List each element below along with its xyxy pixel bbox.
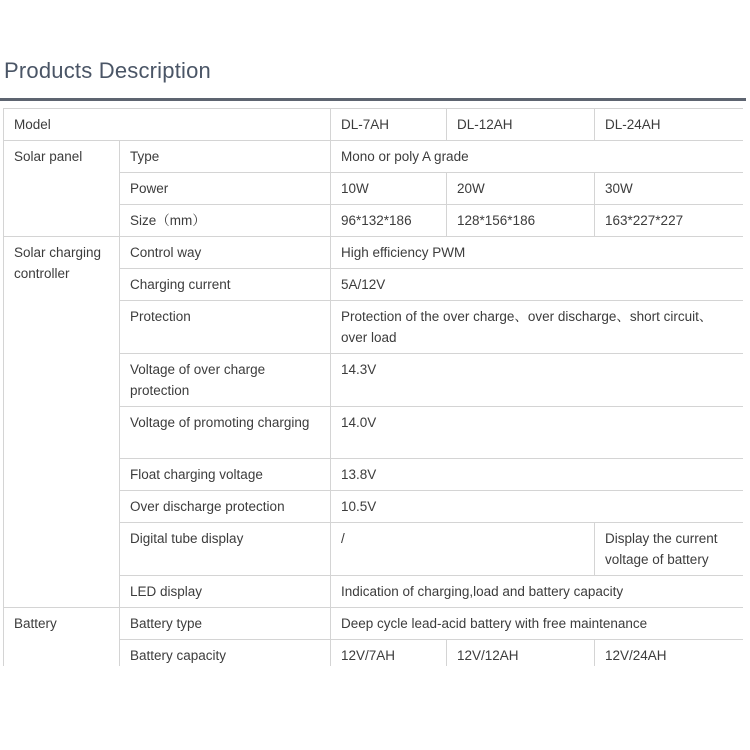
model-name-cell: DL-7AH xyxy=(331,109,447,141)
table-row-panel-type xyxy=(4,141,744,173)
row-value: 20W xyxy=(447,173,595,205)
row-value: High efficiency PWM xyxy=(331,237,744,269)
spec-table-container xyxy=(3,108,743,666)
page-title: Products Description xyxy=(4,58,211,83)
row-value: 163*227*227 xyxy=(595,205,744,237)
row-value: / xyxy=(331,523,595,576)
model-name-cell: DL-24AH xyxy=(595,109,744,141)
row-value: 10.5V xyxy=(331,491,744,523)
row-value: Deep cycle lead-acid battery with free maintenance xyxy=(331,608,744,640)
row-label: Type xyxy=(120,141,331,173)
row-value: Mono or poly A grade xyxy=(331,141,744,173)
row-value: 14.3V xyxy=(331,354,744,407)
table-row-model xyxy=(4,109,744,141)
row-value: 12V/7AH xyxy=(331,640,447,667)
row-label: Size（mm） xyxy=(120,205,331,237)
row-label: LED display xyxy=(120,576,331,608)
model-name-cell: DL-12AH xyxy=(447,109,595,141)
row-value: 12V/12AH xyxy=(447,640,595,667)
row-value: 12V/24AH xyxy=(595,640,744,667)
row-label: Over discharge protection xyxy=(120,491,331,523)
row-value: 30W xyxy=(595,173,744,205)
row-value: 128*156*186 xyxy=(447,205,595,237)
row-label: Voltage of promoting charging xyxy=(120,407,331,459)
row-label: Digital tube display xyxy=(120,523,331,576)
row-value: Indication of charging,load and battery capacity xyxy=(331,576,744,608)
row-value: Display the current voltage of battery xyxy=(595,523,744,576)
row-label: Control way xyxy=(120,237,331,269)
row-label: Protection xyxy=(120,301,331,354)
group-label-battery: Battery xyxy=(4,608,120,667)
row-value: 14.0V xyxy=(331,407,744,459)
row-value: 10W xyxy=(331,173,447,205)
table-row-control-way xyxy=(4,237,744,269)
row-label: Power xyxy=(120,173,331,205)
row-value: 5A/12V xyxy=(331,269,744,301)
row-value: 96*132*186 xyxy=(331,205,447,237)
row-value: 13.8V xyxy=(331,459,744,491)
row-label: Charging current xyxy=(120,269,331,301)
row-label: Voltage of over charge protection xyxy=(120,354,331,407)
spec-table xyxy=(3,108,743,666)
table-row-battery-type xyxy=(4,608,744,640)
title-divider xyxy=(0,98,746,101)
row-label: Float charging voltage xyxy=(120,459,331,491)
model-header-label: Model xyxy=(4,109,331,141)
group-label-controller: Solar charging controller xyxy=(4,237,120,608)
group-label-solar-panel: Solar panel xyxy=(4,141,120,237)
row-label: Battery capacity xyxy=(120,640,331,667)
row-value: Protection of the over charge、over discharge、short circuit、over load xyxy=(331,301,744,354)
row-label: Battery type xyxy=(120,608,331,640)
